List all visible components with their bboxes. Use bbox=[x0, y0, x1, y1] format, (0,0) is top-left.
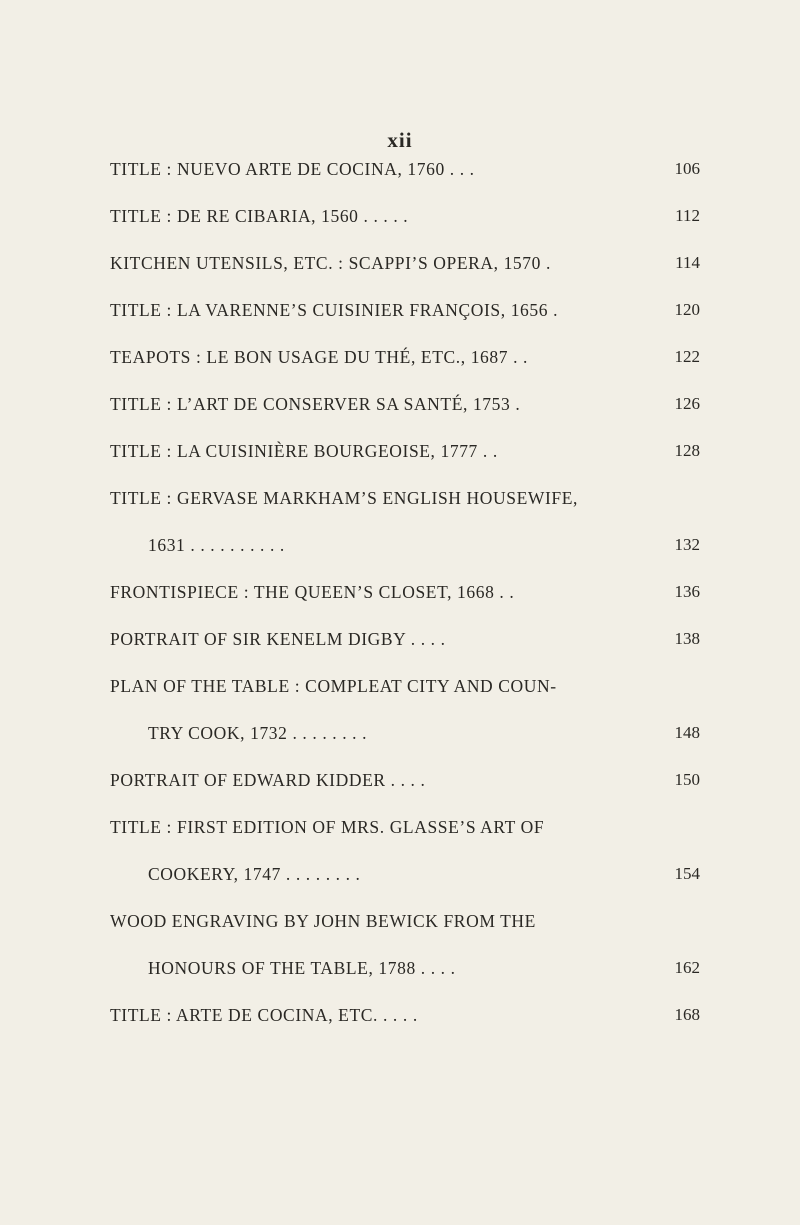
entry-page-number: 148 bbox=[674, 723, 700, 742]
list-item-continuation bbox=[148, 532, 285, 558]
entry-page-number: 114 bbox=[675, 253, 700, 272]
entry-title: TITLE : FIRST EDITION OF MRS. GLASSE’S ART OF bbox=[110, 817, 545, 837]
entry-page-number: 168 bbox=[674, 1005, 700, 1024]
list-item bbox=[110, 767, 425, 793]
list-item bbox=[110, 673, 557, 699]
entry-title: TITLE : DE RE CIBARIA, 1560 . . . . . bbox=[110, 206, 409, 226]
entry-title-continued: 1631 . . . . . . . . . . bbox=[148, 535, 285, 555]
entry-page-number: 126 bbox=[674, 394, 700, 413]
entry-title: PORTRAIT OF SIR KENELM DIGBY . . . . bbox=[110, 629, 446, 649]
entry-title: PLAN OF THE TABLE : COMPLEAT CITY AND COUN- bbox=[110, 676, 557, 696]
list-item bbox=[110, 485, 578, 511]
entry-title: TITLE : ARTE DE COCINA, ETC. . . . . bbox=[110, 1005, 418, 1025]
entry-title: TITLE : L’ART DE CONSERVER SA SANTÉ, 1753 . bbox=[110, 394, 521, 414]
entry-page-number: 122 bbox=[674, 347, 700, 366]
entry-page-number: 154 bbox=[674, 864, 700, 883]
list-item bbox=[110, 626, 446, 652]
list-item-continuation bbox=[148, 955, 456, 981]
entry-page-number: 120 bbox=[674, 300, 700, 319]
entry-title-continued: HONOURS OF THE TABLE, 1788 . . . . bbox=[148, 958, 456, 978]
entry-page-number: 128 bbox=[674, 441, 700, 460]
entry-title: PORTRAIT OF EDWARD KIDDER . . . . bbox=[110, 770, 426, 790]
list-item bbox=[110, 814, 544, 840]
list-item bbox=[110, 344, 528, 370]
list-item-continuation bbox=[148, 861, 361, 887]
entry-page-number: 150 bbox=[674, 770, 700, 789]
entry-title-continued: TRY COOK, 1732 . . . . . . . . bbox=[148, 723, 368, 743]
list-item bbox=[110, 297, 558, 323]
entry-page-number: 162 bbox=[674, 958, 700, 977]
list-item-continuation bbox=[148, 720, 367, 746]
list-item bbox=[110, 250, 551, 276]
list-item bbox=[110, 1002, 418, 1028]
entry-title-continued: COOKERY, 1747 . . . . . . . . bbox=[148, 864, 361, 884]
entry-page-number: 112 bbox=[675, 206, 700, 225]
entry-page-number: 138 bbox=[674, 629, 700, 648]
entry-title: TEAPOTS : LE BON USAGE DU THÉ, ETC., 1687 . . bbox=[110, 347, 528, 367]
entry-page-number: 132 bbox=[674, 535, 700, 554]
entry-title: FRONTISPIECE : THE QUEEN’S CLOSET, 1668 . . bbox=[110, 582, 515, 602]
list-item bbox=[110, 908, 536, 934]
list-item bbox=[110, 579, 514, 605]
entry-title: TITLE : LA VARENNE’S CUISINIER FRANÇOIS, 1656 . bbox=[110, 300, 559, 320]
entry-title: TITLE : NUEVO ARTE DE COCINA, 1760 . . . bbox=[110, 159, 475, 179]
entry-title: WOOD ENGRAVING BY JOHN BEWICK FROM THE bbox=[110, 911, 536, 931]
entry-title: KITCHEN UTENSILS, ETC. : SCAPPI’S OPERA, 1570 . bbox=[110, 253, 551, 273]
entry-title: TITLE : GERVASE MARKHAM’S ENGLISH HOUSEWIFE, bbox=[110, 488, 579, 508]
page-number: xii bbox=[387, 128, 413, 152]
list-item bbox=[110, 438, 498, 464]
entry-title: TITLE : LA CUISINIÈRE BOURGEOISE, 1777 . . bbox=[110, 441, 498, 461]
list-item bbox=[110, 391, 520, 417]
entry-page-number: 136 bbox=[674, 582, 700, 601]
list-item bbox=[110, 156, 475, 182]
list-item bbox=[110, 203, 408, 229]
entry-page-number: 106 bbox=[674, 159, 700, 178]
